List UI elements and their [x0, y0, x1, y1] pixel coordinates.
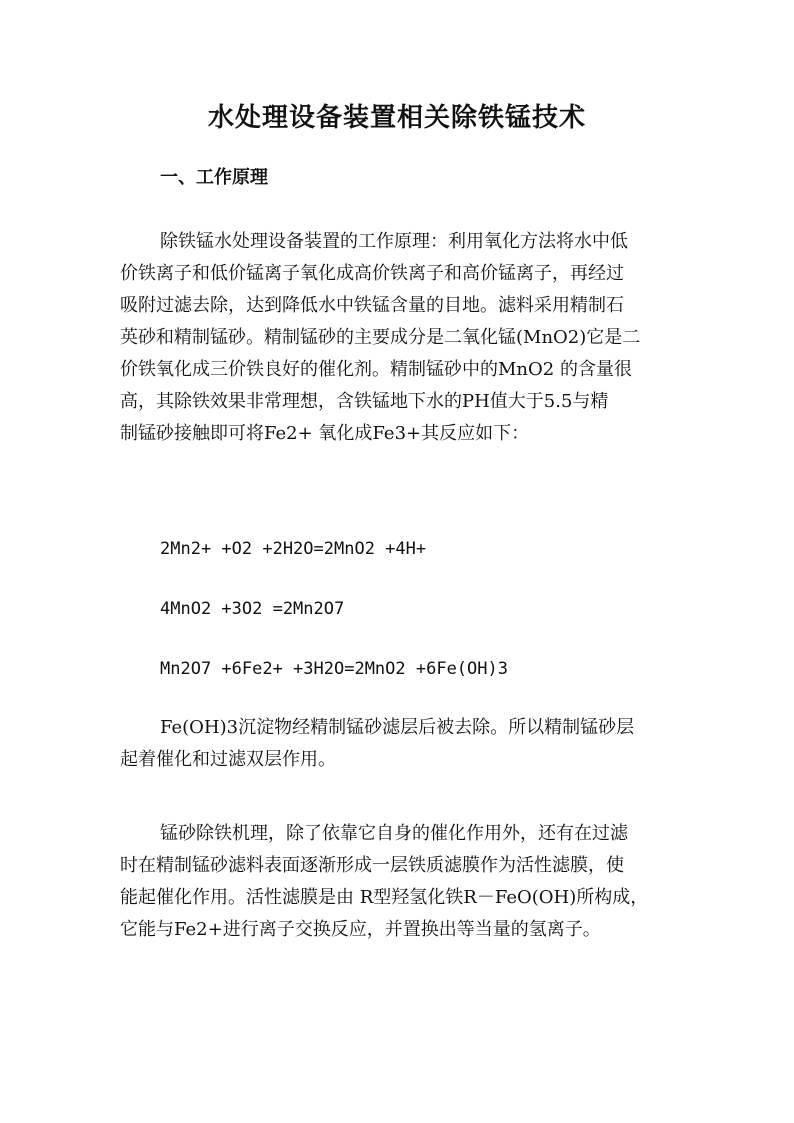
reaction-formula-2: 4MnO2 +3O2 =2Mn2O7 [160, 599, 345, 619]
paragraph-line: 高，其除铁效果非常理想，含铁锰地下水的PH值大于5.5与精 [120, 391, 609, 412]
paragraph-line: 价铁氧化成三价铁良好的催化剂。精制锰砂中的MnO2 的含量很 [120, 359, 632, 380]
document-title: 水处理设备装置相关除铁锰技术 [207, 103, 586, 133]
paragraph-line: 除铁锰水处理设备装置的工作原理：利用氧化方法将水中低 [160, 231, 628, 252]
reaction-formula-3: Mn2O7 +6Fe2+ +3H2O=2MnO2 +6Fe(OH)3 [160, 659, 508, 679]
paragraph-precipitate [120, 712, 676, 776]
paragraph-line: 英砂和精制锰砂。精制锰砂的主要成分是二氧化锰(MnO2)它是二 [120, 327, 641, 348]
paragraph-line: 价铁离子和低价锰离子氧化成高价铁离子和高价锰离子，再经过 [120, 263, 624, 284]
paragraph-line: 能起催化作用。活性滤膜是由 R型羟氢化铁R－FeO(OH)所构成， [120, 887, 649, 908]
paragraph-line: 时在精制锰砂滤料表面逐渐形成一层铁质滤膜作为活性滤膜，使 [120, 855, 624, 876]
paragraph-line: 起着催化和过滤双层作用。 [120, 749, 336, 770]
paragraph-line: 它能与Fe2+进行离子交换反应，并置换出等当量的氢离子。 [120, 919, 601, 940]
paragraph-mechanism [120, 818, 676, 946]
paragraph-line: 吸附过滤去除，达到降低水中铁锰含量的目地。滤料采用精制石 [120, 295, 624, 316]
paragraph-working-principle [120, 226, 676, 450]
paragraph-line: Fe(OH)3沉淀物经精制锰砂滤层后被去除。所以精制锰砂层 [160, 717, 635, 738]
paragraph-line: 制锰砂接触即可将Fe2+ 氧化成Fe3+其反应如下： [120, 423, 530, 444]
reaction-formula-1: 2Mn2+ +O2 +2H2O=2MnO2 +4H+ [160, 539, 427, 559]
paragraph-line: 锰砂除铁机理，除了依靠它自身的催化作用外，还有在过滤 [160, 823, 628, 844]
section-heading: 一、工作原理 [160, 167, 268, 188]
